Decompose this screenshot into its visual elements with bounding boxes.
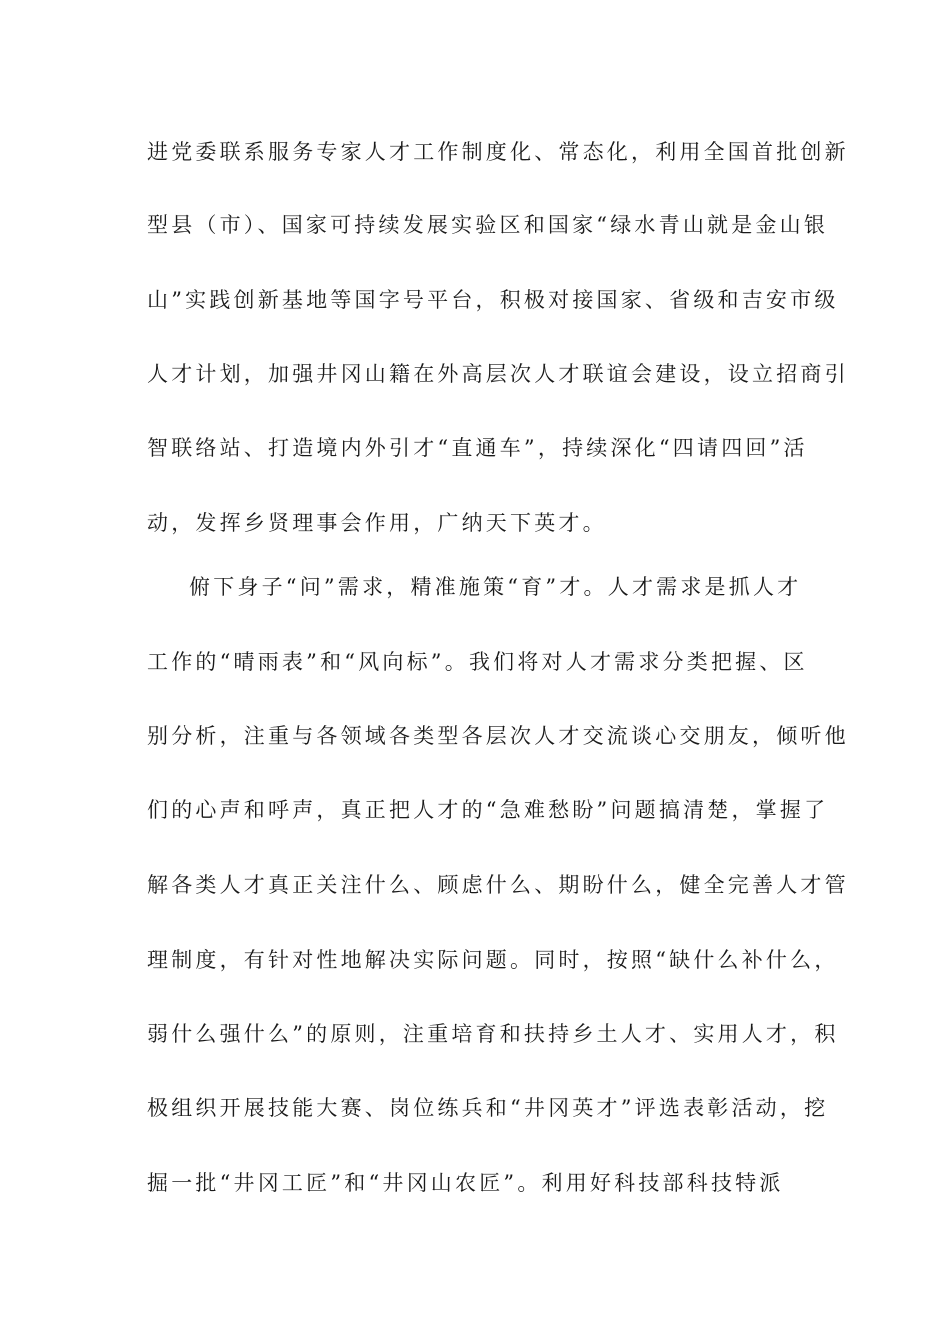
text-line: 理制度，有针对性地解决实际问题。同时，按照“缺什么补什么， [147,948,839,972]
text-line: 人才计划，加强井冈山籍在外高层次人才联谊会建设，设立招商引 [147,362,849,386]
text-line: 型县（市）、国家可持续发展实验区和国家“绿水青山就是金山银 [147,213,829,237]
paragraph-first-line: 俯下身子“问”需求，精准施策“育”才。人才需求是抓人才 [189,575,802,599]
text-line: 进党委联系服务专家人才工作制度化、常态化，利用全国首批创新 [147,140,849,164]
text-line: 极组织开展技能大赛、岗位练兵和“井冈英才”评选表彰活动，挖 [147,1096,829,1120]
text-line: 别分析，注重与各领域各类型各层次人才交流谈心交朋友，倾听他 [147,724,849,748]
text-line: 解各类人才真正关注什么、顾虑什么、期盼什么，健全完善人才管 [147,873,849,897]
text-line: 掘一批“井冈工匠”和“井冈山农匠”。利用好科技部科技特派 [147,1171,784,1195]
text-line: 工作的“晴雨表”和“风向标”。我们将对人才需求分类把握、区 [147,650,808,674]
text-line: 动，发挥乡贤理事会作用，广纳天下英才。 [147,511,607,535]
text-line: 山”实践创新基地等国字号平台，积极对接国家、省级和吉安市级 [147,288,839,312]
text-line: 智联络站、打造境内外引才“直通车”，持续深化“四请四回”活 [147,436,808,460]
text-line: 们的心声和呼声，真正把人才的“急难愁盼”问题搞清楚，掌握了 [147,798,829,822]
text-line: 弱什么强什么”的原则，注重培育和扶持乡土人才、实用人才，积 [147,1022,839,1046]
